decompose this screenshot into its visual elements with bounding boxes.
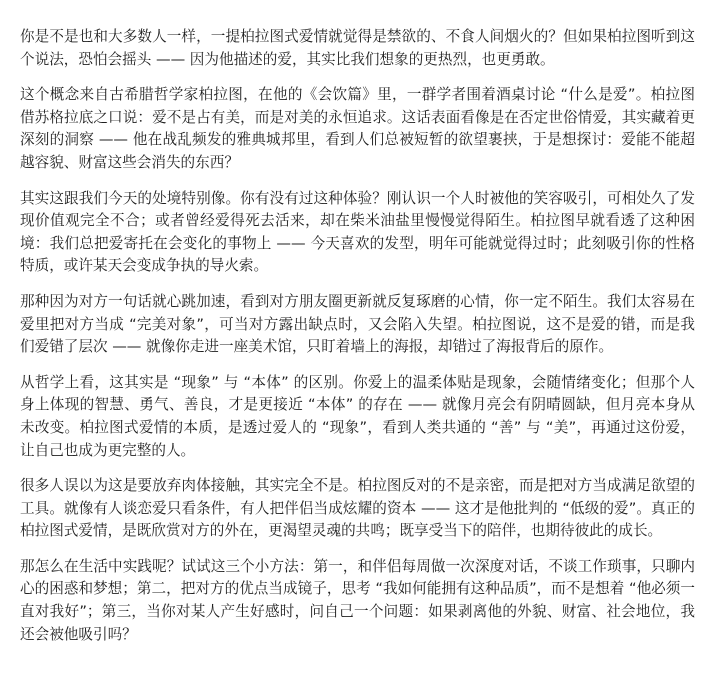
paragraph-3: 其实这跟我们今天的处境特别像。你有没有过这种体验？刚认识一个人时被他的笑容吸引，可相处久了发现价值观完全不合；或者曾经爱得死去活来，却在柴米油盐里慢慢觉得陌生。柏拉图早就看透了这种困境：我们总把爱寄托在会变化的事物上 —— 今天喜欢的发型，明年可能就觉得过时；此刻吸引你的性格特质，或许某天会变成争执的导火索。 xyxy=(20,189,695,275)
paragraph-2: 这个概念来自古希腊哲学家柏拉图，在他的《会饮篇》里，一群学者围着酒桌讨论 “什么是爱”。柏拉图借苏格拉底之口说：爱不是占有美，而是对美的永恒追求。这话表面看像是在否定世俗情爱，其实藏着更深刻的洞察 —— 他在战乱频发的雅典城邦里，看到人们总被短暂的欲望裹挟，于是想探讨：爱能不能超越容貌、财富这些会消失的东西？ xyxy=(20,86,695,171)
paragraph-1: 你是不是也和大多数人一样，一提柏拉图式爱情就觉得是禁欲的、不食人间烟火的？但如果柏拉图听到这个说法，恐怕会摇头 —— 因为他描述的爱，其实比我们想象的更热烈，也更勇敢。 xyxy=(20,28,695,68)
paragraph-5: 从哲学上看，这其实是 “现象” 与 “本体” 的区别。你爱上的温柔体贴是现象，会随情绪变化；但那个人身上体现的智慧、勇气、善良，才是更接近 “本体” 的存在 —— 就像月亮会有阴晴圆缺，但月亮本身从未改变。柏拉图式爱情的本质，是透过爱人的 “现象”，看到人类共通的 “善” 与 “美”，再通过这份爱，让自己也成为更完整的人。 xyxy=(20,373,695,459)
paragraph-6: 很多人误以为这是要放弃肉体接触，其实完全不是。柏拉图反对的不是亲密，而是把对方当成满足欲望的工具。就像有人谈恋爱只看条件，有人把伴侣当成炫耀的资本 —— 这才是他批判的 “低级的爱”。真正的柏拉图式爱情，是既欣赏对方的外在，更渴望灵魂的共鸣；既享受当下的陪伴，也期待彼此的成长。 xyxy=(20,477,695,540)
paragraph-4: 那种因为对方一句话就心跳加速，看到对方朋友圈更新就反复琢磨的心情，你一定不陌生。我们太容易在爱里把对方当成 “完美对象”，可当对方露出缺点时，又会陷入失望。柏拉图说，这不是爱的错，而是我们爱错了层次 —— 就像你走进一座美术馆，只盯着墙上的海报，却错过了海报背后的原作。 xyxy=(20,292,695,356)
paragraph-7: 那怎么在生活中实践呢？试试这三个小方法：第一，和伴侣每周做一次深度对话，不谈工作琐事，只聊内心的困惑和梦想；第二，把对方的优点当成镜子，思考 “我如何能拥有这种品质”，而不是想着 “他必须一直对我好”；第三，当你对某人产生好感时，问自己一个问题：如果剥离他的外貌、财富、社会地位，我还会被他吸引吗？ xyxy=(20,557,695,643)
